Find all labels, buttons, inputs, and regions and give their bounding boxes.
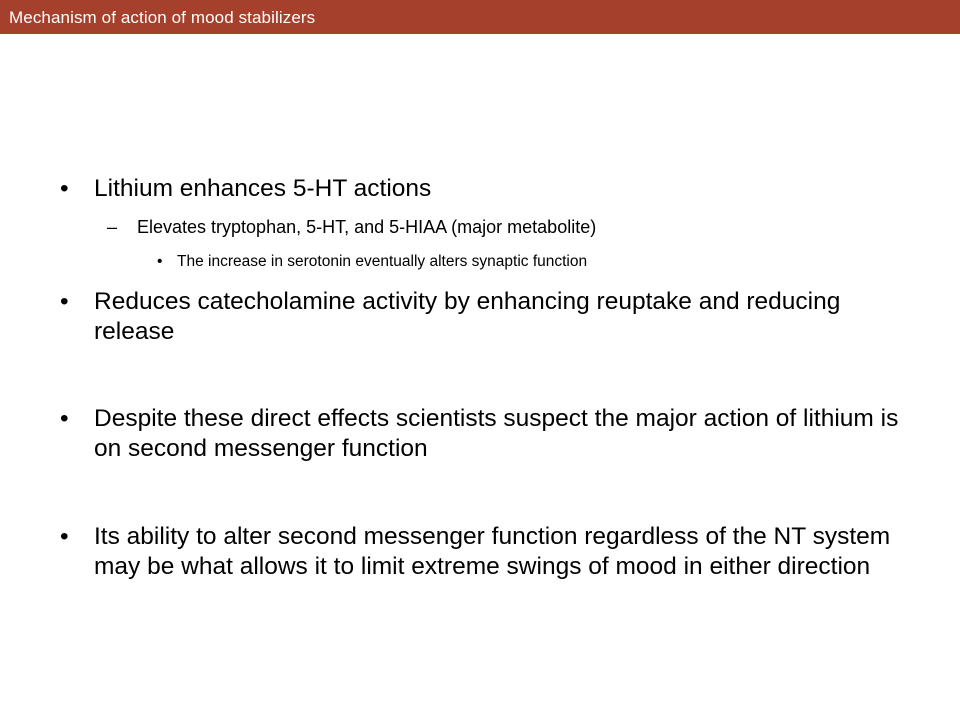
bullet-icon: • (60, 288, 69, 315)
slide-title: Mechanism of action of mood stabilizers (9, 7, 316, 27)
bullet-icon: • (157, 253, 163, 270)
bullet-icon: • (60, 523, 69, 550)
bullet-icon: • (60, 405, 69, 432)
bullet-item-lithium (60, 174, 920, 204)
sub-bullet-item (107, 216, 907, 238)
sub-sub-bullet-text: The increase in serotonin eventually alters synaptic function (177, 253, 588, 270)
bullet-item-catecholamine (60, 287, 920, 347)
bullet-item-mood-swings (60, 522, 920, 582)
bullet-text: Lithium enhances 5-HT actions (94, 175, 432, 202)
sub-sub-bullet-item (157, 252, 917, 272)
dash-icon: – (107, 217, 118, 237)
sub-bullet-text: Elevates tryptophan, 5-HT, and 5-HIAA (major metabolite) (137, 217, 597, 237)
bullet-item-second-messenger (60, 404, 920, 464)
bullet-icon: • (60, 175, 69, 202)
bullet-text: Reduces catecholamine activity by enhancing reuptake and reducing release (94, 288, 841, 345)
bullet-text: Its ability to alter second messenger function regardless of the NT system may be what allows it to limit extreme swings of mood in either direction (94, 523, 891, 580)
bullet-text: Despite these direct effects scientists suspect the major action of lithium is on second messenger function (94, 405, 899, 462)
